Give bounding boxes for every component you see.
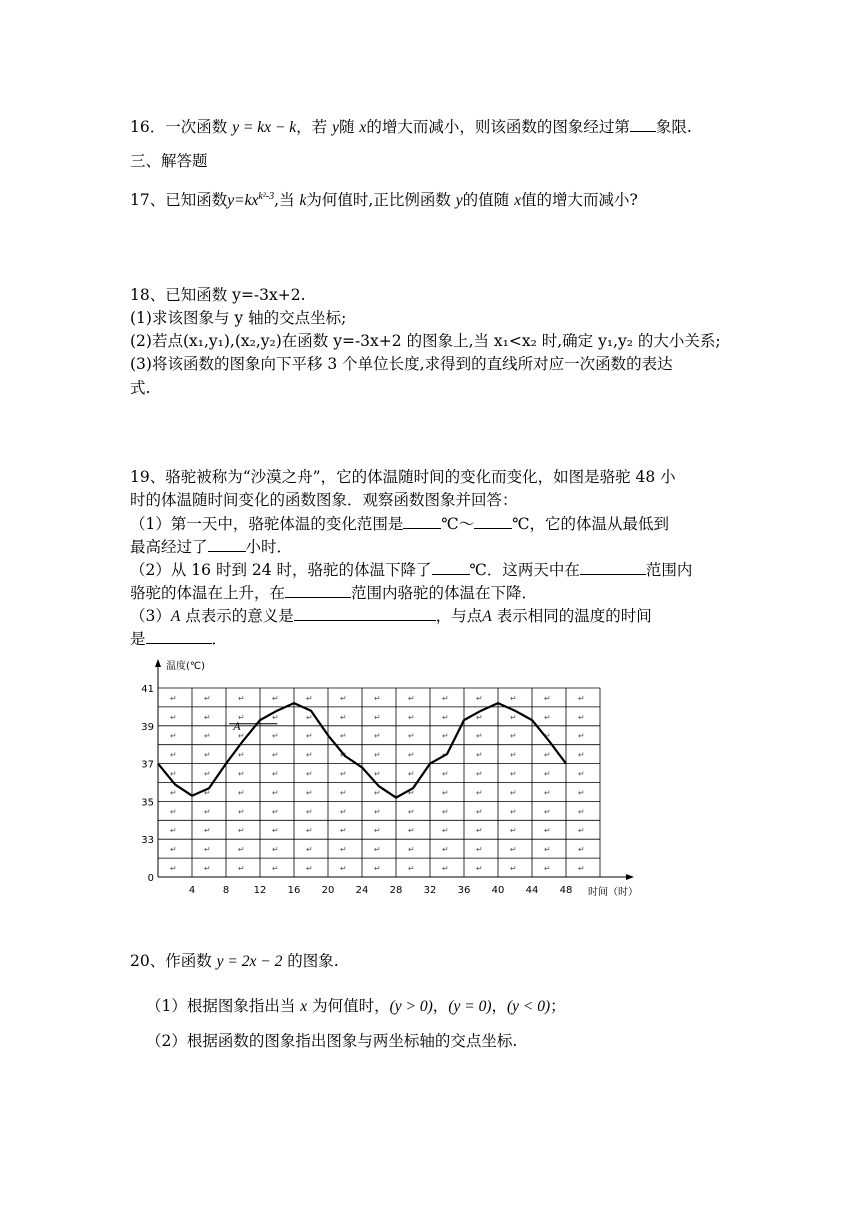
cell-mark: ↵ [374,731,381,741]
question-16: 16．一次函数 y = kx − k，若 y随 x的增大而减小，则该函数的图象经过第 象限. [130,115,692,139]
cell-mark: ↵ [340,788,347,798]
cell-mark: ↵ [340,826,347,836]
cell-mark: ↵ [340,864,347,873]
cell-mark: ↵ [578,864,585,873]
cell-mark: ↵ [306,826,313,836]
cell-mark: ↵ [272,712,279,722]
cell-mark: ↵ [476,750,483,760]
cell-mark: ↵ [374,769,381,779]
cell-mark: ↵ [272,864,279,873]
cell-mark: ↵ [442,731,449,741]
cell-mark: ↵ [374,807,381,817]
cell-mark: ↵ [170,864,177,873]
cell-mark: ↵ [544,845,551,855]
cell-mark: ↵ [442,769,449,779]
answer-blank[interactable] [146,627,212,644]
cell-mark: ↵ [442,826,449,836]
cell-mark: ↵ [476,807,483,817]
cell-mark: ↵ [238,845,245,855]
cell-mark: ↵ [510,750,517,760]
cell-mark: ↵ [442,712,449,722]
cell-mark: ↵ [544,693,551,703]
cell-mark: ↵ [544,826,551,836]
cell-mark: ↵ [408,807,415,817]
cell-mark: ↵ [340,693,347,703]
cell-mark: ↵ [408,693,415,703]
cell-mark: ↵ [476,864,483,873]
cell-mark: ↵ [442,807,449,817]
cell-mark: ↵ [306,731,313,741]
cell-mark: ↵ [272,731,279,741]
cell-mark: ↵ [578,826,585,836]
cell-mark: ↵ [272,788,279,798]
cell-mark: ↵ [476,826,483,836]
cell-mark: ↵ [476,845,483,855]
answer-blank[interactable] [580,558,646,575]
cell-mark: ↵ [340,769,347,779]
x-tick-label: 20 [321,885,335,896]
cell-mark: ↵ [476,788,483,798]
cell-mark: ↵ [204,826,211,836]
cell-mark: ↵ [578,788,585,798]
answer-blank[interactable] [432,558,470,575]
cell-mark: ↵ [340,750,347,760]
cell-mark: ↵ [374,750,381,760]
cell-mark: ↵ [374,788,381,798]
q16-formula: y = kx − k [232,119,297,136]
cell-mark: ↵ [544,712,551,722]
cell-mark: ↵ [442,750,449,760]
cell-mark: ↵ [272,807,279,817]
cell-mark: ↵ [170,807,177,817]
cell-mark: ↵ [374,826,381,836]
chart-axes [155,659,634,880]
y-tick-label: 41 [141,684,154,695]
cell-mark: ↵ [510,807,517,817]
x-tick-label: 24 [355,885,369,896]
cell-mark: ↵ [340,845,347,855]
cell-mark: ↵ [238,788,245,798]
x-tick-label: 4 [188,885,196,896]
question-20: 20、作函数 y = 2x − 2 的图象. [130,952,339,970]
answer-blank[interactable] [474,512,512,529]
y-tick-label: 33 [141,835,154,847]
cell-mark: ↵ [578,750,585,760]
x-tick-label: 28 [389,885,403,896]
cell-mark: ↵ [170,769,177,779]
cell-mark: ↵ [408,826,415,836]
cell-mark: ↵ [272,750,279,760]
cell-mark: ↵ [408,864,415,873]
section-heading: 三、解答题 [130,152,208,170]
cell-mark: ↵ [204,845,211,855]
cell-mark: ↵ [408,712,415,722]
cell-mark: ↵ [204,750,211,760]
x-tick-label: 16 [287,885,301,896]
cell-mark: ↵ [510,864,517,873]
cell-mark: ↵ [408,788,415,798]
cell-mark: ↵ [170,712,177,722]
y-tick-label: 0 [147,873,154,884]
answer-blank[interactable] [294,604,436,621]
y-axis-label: 温度(℃) [166,661,206,672]
question-17: 17、已知函数$y=kx^{k^2-3}$,当 k为何值时,正比例函数 y的值随 x值的增大而减小? [130,191,638,210]
cell-mark: ↵ [170,845,177,855]
cell-mark: ↵ [544,788,551,798]
y-tick-label: 35 [141,797,154,809]
cell-mark: ↵ [544,807,551,817]
cell-mark: ↵ [340,731,347,741]
question-20-part1: （1）根据图象指出当 x 为何值时，(y > 0)，(y = 0)，(y < 0)； [146,997,566,1015]
cell-mark: ↵ [408,731,415,741]
cell-mark: ↵ [578,807,585,817]
cell-mark: ↵ [170,788,177,798]
x-tick-label: 44 [525,885,539,896]
cell-mark: ↵ [272,845,279,855]
cell-mark: ↵ [442,693,449,703]
cell-mark: ↵ [374,845,381,855]
x-tick-label: 48 [559,885,573,896]
cell-mark: ↵ [510,788,517,798]
cell-mark: ↵ [340,807,347,817]
cell-mark: ↵ [442,864,449,873]
cell-mark: ↵ [510,712,517,722]
x-tick-label: 12 [253,885,267,896]
cell-mark: ↵ [272,693,279,703]
cell-mark: ↵ [238,807,245,817]
cell-mark: ↵ [578,769,585,779]
cell-mark: ↵ [374,712,381,722]
cell-mark: ↵ [204,807,211,817]
cell-mark: ↵ [272,826,279,836]
cell-mark: ↵ [510,826,517,836]
cell-mark: ↵ [306,807,313,817]
cell-mark: ↵ [340,712,347,722]
cell-mark: ↵ [578,693,585,703]
cell-mark: ↵ [204,693,211,703]
cell-mark: ↵ [306,693,313,703]
x-axis-label: 时间（时） [588,887,638,898]
y-tick-label: 39 [141,721,154,733]
cell-mark: ↵ [476,693,483,703]
cell-mark: ↵ [544,731,551,741]
y-axis-arrow [155,659,161,667]
x-axis-arrow [626,874,634,880]
cell-mark: ↵ [170,750,177,760]
cell-mark: ↵ [238,693,245,703]
cell-mark: ↵ [374,693,381,703]
cell-mark: ↵ [408,845,415,855]
cell-mark: ↵ [238,769,245,779]
x-tick-label: 8 [222,885,230,896]
cell-mark: ↵ [306,845,313,855]
cell-mark: ↵ [510,845,517,855]
cell-mark: ↵ [476,731,483,741]
x-tick-label: 36 [457,885,471,896]
cell-mark: ↵ [272,769,279,779]
cell-mark: ↵ [306,750,313,760]
cell-mark: ↵ [306,864,313,873]
cell-mark: ↵ [238,731,245,741]
cell-mark: ↵ [442,845,449,855]
cell-mark: ↵ [204,769,211,779]
cell-mark: ↵ [544,864,551,873]
cell-mark: ↵ [204,864,211,873]
cell-mark: ↵ [306,769,313,779]
cell-mark: ↵ [238,750,245,760]
cell-mark: ↵ [476,712,483,722]
cell-mark: ↵ [476,769,483,779]
cell-mark: ↵ [578,731,585,741]
cell-mark: ↵ [170,731,177,741]
question-20-part2: （2）根据函数的图象指出图象与两坐标轴的交点坐标. [146,1032,518,1050]
cell-mark: ↵ [578,845,585,855]
cell-mark: ↵ [544,750,551,760]
cell-mark: ↵ [510,693,517,703]
cell-mark: ↵ [306,788,313,798]
cell-mark: ↵ [442,788,449,798]
cell-mark: ↵ [374,864,381,873]
cell-mark: ↵ [238,864,245,873]
cell-mark: ↵ [306,712,313,722]
x-tick-label: 32 [423,885,437,896]
cell-mark: ↵ [170,826,177,836]
cell-mark: ↵ [238,712,245,722]
answer-blank[interactable] [208,535,246,552]
cell-mark: ↵ [578,712,585,722]
x-tick-label: 40 [491,885,505,896]
answer-blank[interactable] [285,581,351,598]
cell-mark: ↵ [204,788,211,798]
cell-mark: ↵ [204,731,211,741]
cell-mark: ↵ [238,826,245,836]
cell-mark: ↵ [204,712,211,722]
cell-mark: ↵ [510,731,517,741]
cell-mark: ↵ [170,693,177,703]
cell-mark: ↵ [544,769,551,779]
cell-mark: ↵ [510,769,517,779]
cell-mark: ↵ [408,750,415,760]
answer-blank[interactable] [403,512,441,529]
cell-mark: ↵ [408,769,415,779]
answer-blank[interactable] [630,115,656,132]
temperature-chart [130,655,650,900]
point-a-label: A [233,718,241,733]
y-tick-label: 37 [141,759,154,771]
